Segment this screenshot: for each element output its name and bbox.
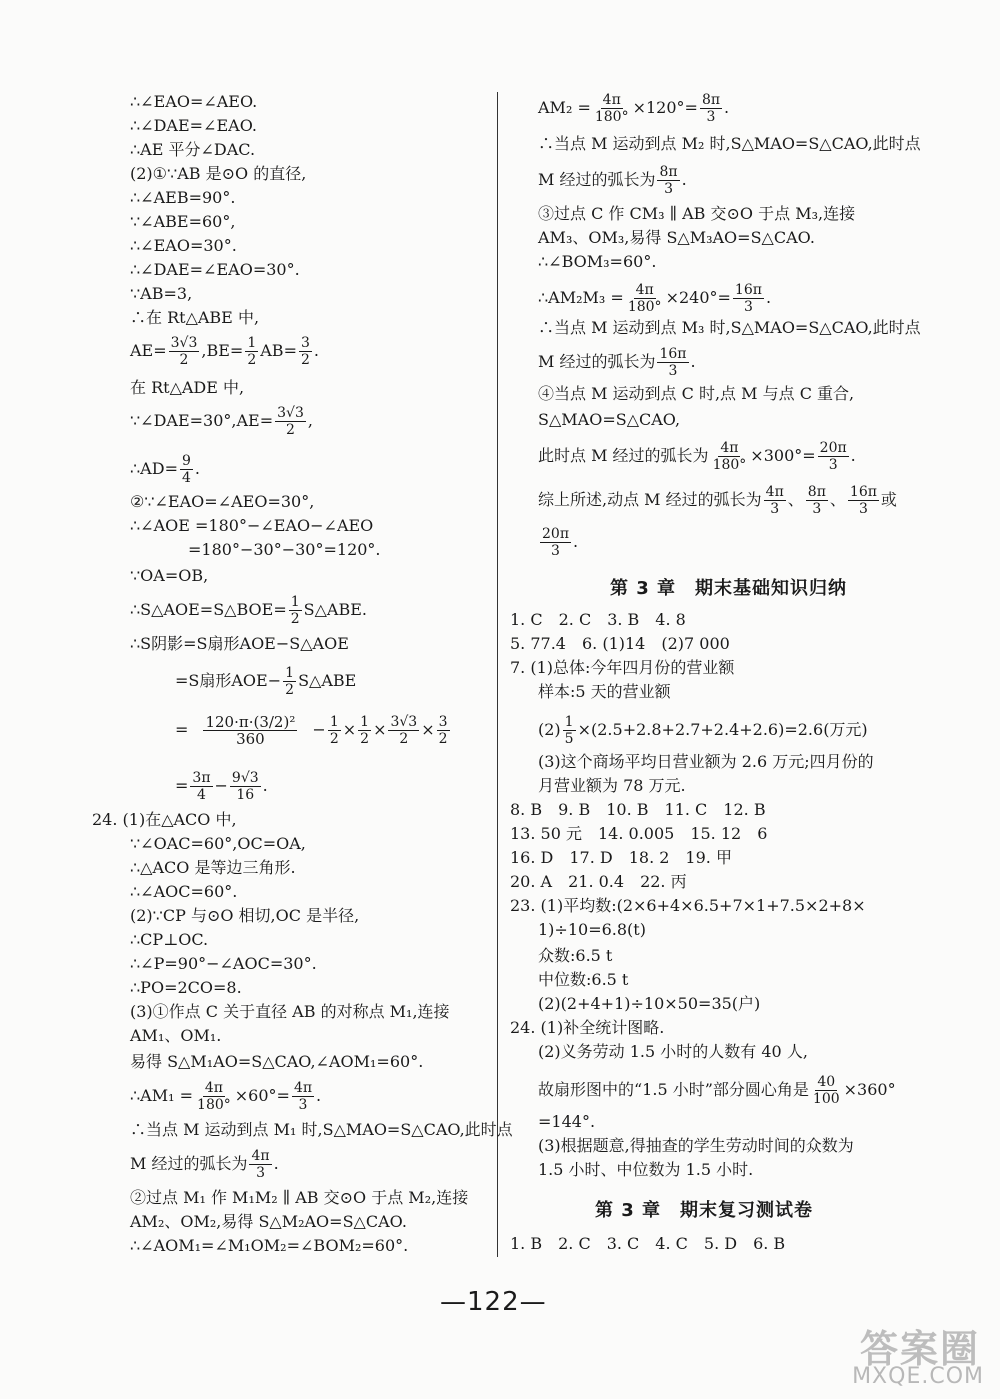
text-line: =180°−30°−30°=120°. bbox=[188, 540, 381, 559]
watermark-top-text: 答案圈 bbox=[859, 1327, 980, 1371]
text-line: ∴∠AOE =180°−∠EAO−∠AEO bbox=[130, 516, 374, 535]
answer-line: 1. B 2. C 3. C 4. C 5. D 6. B bbox=[510, 1234, 786, 1253]
text-line: 1.5 小时、中位数为 1.5 小时. bbox=[538, 1160, 754, 1179]
formula-line: ∵∠DAE=30°,AE= $\frac{3√3}{2}$ , bbox=[130, 405, 313, 438]
formula-line: ∴AM₁ = $\frac{4\pi}{180^\circ}$ ×60°= $\frac{4\pi}{3}$ . bbox=[130, 1080, 322, 1113]
text-line: (3)①作点 C 关于直径 AB 的对称点 M₁,连接 bbox=[130, 1002, 450, 1021]
text-line: ∴∠AOC=60°. bbox=[130, 882, 238, 901]
text-line: 在 Rt△ADE 中, bbox=[130, 378, 245, 397]
text-line: 中位数:6.5 t bbox=[538, 970, 629, 989]
text-line: ③过点 C 作 CM₃ ∥ AB 交⊙O 于点 M₃,连接 bbox=[538, 204, 856, 223]
page-number: —122— bbox=[440, 1287, 547, 1317]
text-line: ∴在 Rt△ABE 中, bbox=[130, 308, 260, 327]
answer-line: 20. A 21. 0.4 22. 丙 bbox=[510, 872, 687, 891]
watermark-logo bbox=[775, 1318, 990, 1393]
text-line: ∴∠BOM₃=60°. bbox=[538, 252, 657, 271]
text-line: ∴∠EAO=∠AEO. bbox=[130, 92, 258, 111]
formula-line: AM₂ = $\frac{4\pi}{180^\circ}$ ×120°= $\frac{8\pi}{3}$ . bbox=[538, 92, 730, 125]
text-line: 众数:6.5 t bbox=[538, 946, 613, 965]
text-line: ∴∠AEB=90°. bbox=[130, 188, 236, 207]
answer-line: 24. (1)补全统计图略. bbox=[510, 1018, 665, 1037]
formula-line: =S扇形AOE− $\frac{1}{2}$ S△ABE bbox=[175, 665, 357, 698]
text-line: ∴CP⊥OC. bbox=[130, 930, 209, 949]
section-heading: 第 3 章 期末基础知识归纳 bbox=[610, 578, 848, 599]
formula-line: 综上所述,动点 M 经过的弧长为 $\frac{4\pi}{3}$ 、 $\frac{8\pi}{3}$ 、 $\frac{16\pi}{3}$ 或 bbox=[538, 484, 897, 517]
formula-line: = $\frac{\text{120·π·(3/2)²}}{360}$ − $\frac{1}{2}$ × $\frac{1}{2}$ × $\frac{3√3}{2}$ × $\frac{3}{2}$ bbox=[175, 713, 448, 748]
text-line: ∴∠EAO=30°. bbox=[130, 236, 237, 255]
text-line: AM₃、OM₃,易得 S△M₃AO=S△CAO. bbox=[538, 228, 815, 247]
text-line: ④当点 M 运动到点 C 时,点 M 与点 C 重合, bbox=[538, 384, 855, 403]
text-line: ∴当点 M 运动到点 M₁ 时,S△MAO=S△CAO,此时点 bbox=[130, 1120, 513, 1139]
formula-line: 故扇形图中的“1.5 小时”部分圆心角是 $\frac{40}{100}$ ×360° bbox=[538, 1074, 896, 1107]
text-line: =144°. bbox=[538, 1112, 596, 1131]
answer-line: 7. (1)总体:今年四月份的营业额 bbox=[510, 658, 735, 677]
answer-line: 13. 50 元 14. 0.005 15. 12 6 bbox=[510, 824, 768, 843]
text-line: ②过点 M₁ 作 M₁M₂ ∥ AB 交⊙O 于点 M₂,连接 bbox=[130, 1188, 469, 1207]
formula-line: (2) $\frac{1}{5}$ ×(2.5+2.8+2.7+2.4+2.6)=2.6(万元) bbox=[538, 714, 868, 747]
text-line: (3)根据题意,得抽查的学生劳动时间的众数为 bbox=[538, 1136, 854, 1155]
text-line: ②∵∠EAO=∠AEO=30°, bbox=[130, 492, 315, 511]
text-line: (3)这个商场平均日营业额为 2.6 万元;四月份的 bbox=[538, 752, 874, 771]
text-line: (2)(2+4+1)÷10×50=35(户) bbox=[538, 994, 761, 1013]
text-line: ∴∠AOM₁=∠M₁OM₂=∠BOM₂=60°. bbox=[130, 1236, 409, 1255]
text-line: AM₁、OM₁. bbox=[130, 1026, 222, 1045]
text-line: ∴PO=2CO=8. bbox=[130, 978, 242, 997]
formula-line: M 经过的弧长为 $\frac{16\pi}{3}$ . bbox=[538, 346, 696, 379]
answer-line: 23. (1)平均数:(2×6+4×6.5+7×1+7.5×2+8× bbox=[510, 896, 866, 915]
text-line: ∴S阴影=S扇形AOE−S△AOE bbox=[130, 634, 349, 653]
formula-line: ∴AM₂M₃ = $\frac{4\pi}{180^\circ}$ ×240°= $\frac{16\pi}{3}$ . bbox=[538, 282, 772, 315]
text-line: ∴∠P=90°−∠AOC=30°. bbox=[130, 954, 317, 973]
text-line: ∴△ACO 是等边三角形. bbox=[130, 858, 296, 877]
text-line: ∴∠DAE=∠EAO. bbox=[130, 116, 257, 135]
formula-line: AE= $\frac{3√3}{2}$ ,BE= $\frac{1}{2}$ AB= $\frac{3}{2}$ . bbox=[130, 335, 319, 368]
question-number: 24. (1)在△ACO 中, bbox=[92, 810, 237, 829]
answer-line: 5. 77.4 6. (1)14 (2)7 000 bbox=[510, 634, 730, 653]
formula-line: ∴S△AOE=S△BOE= $\frac{1}{2}$ S△ABE. bbox=[130, 594, 367, 627]
text-line: 月营业额为 78 万元. bbox=[538, 776, 686, 795]
text-line: 易得 S△M₁AO=S△CAO,∠AOM₁=60°. bbox=[130, 1052, 424, 1071]
formula-line: = $\frac{3\pi}{4}$ − $\frac{9√3}{16}$ . bbox=[175, 770, 268, 803]
formula-line: M 经过的弧长为 $\frac{4\pi}{3}$ . bbox=[130, 1148, 279, 1181]
answer-line: 16. D 17. D 18. 2 19. 甲 bbox=[510, 848, 732, 867]
text-line: 1)÷10=6.8(t) bbox=[538, 920, 646, 939]
answer-line: 1. C 2. C 3. B 4. 8 bbox=[510, 610, 686, 629]
section-heading: 第 3 章 期末复习测试卷 bbox=[595, 1200, 814, 1221]
text-line: (2)义务劳动 1.5 小时的人数有 40 人, bbox=[538, 1042, 808, 1061]
formula-line: 此时点 M 经过的弧长为 $\frac{4\pi}{180^\circ}$ ×300°= $\frac{20\pi}{3}$ . bbox=[538, 440, 856, 473]
watermark-bottom-text: MXQE.COM bbox=[852, 1364, 984, 1389]
formula-line: ∴AD= $\frac{9}{4}$ . bbox=[130, 453, 200, 486]
formula-line: $\frac{20\pi}{3}$ . bbox=[542, 526, 579, 559]
column-divider bbox=[497, 92, 498, 1257]
text-line: (2)①∵AB 是⊙O 的直径, bbox=[130, 164, 307, 183]
text-line: ∵OA=OB, bbox=[130, 566, 209, 585]
text-line: S△MAO=S△CAO, bbox=[538, 410, 681, 429]
answer-line: 8. B 9. B 10. B 11. C 12. B bbox=[510, 800, 766, 819]
text-line: ∴当点 M 运动到点 M₃ 时,S△MAO=S△CAO,此时点 bbox=[538, 318, 921, 337]
text-line: ∵∠OAC=60°,OC=OA, bbox=[130, 834, 306, 853]
text-line: (2)∵CP 与⊙O 相切,OC 是半径, bbox=[130, 906, 360, 925]
formula-line: M 经过的弧长为 $\frac{8\pi}{3}$ . bbox=[538, 164, 687, 197]
text-line: ∴AE 平分∠DAC. bbox=[130, 140, 256, 159]
text-line: ∵AB=3, bbox=[130, 284, 193, 303]
text-line: AM₂、OM₂,易得 S△M₂AO=S△CAO. bbox=[130, 1212, 407, 1231]
text-line: ∵∠ABE=60°, bbox=[130, 212, 236, 231]
text-line: ∴当点 M 运动到点 M₂ 时,S△MAO=S△CAO,此时点 bbox=[538, 134, 921, 153]
text-line: ∴∠DAE=∠EAO=30°. bbox=[130, 260, 300, 279]
text-line: 样本:5 天的营业额 bbox=[538, 682, 671, 701]
